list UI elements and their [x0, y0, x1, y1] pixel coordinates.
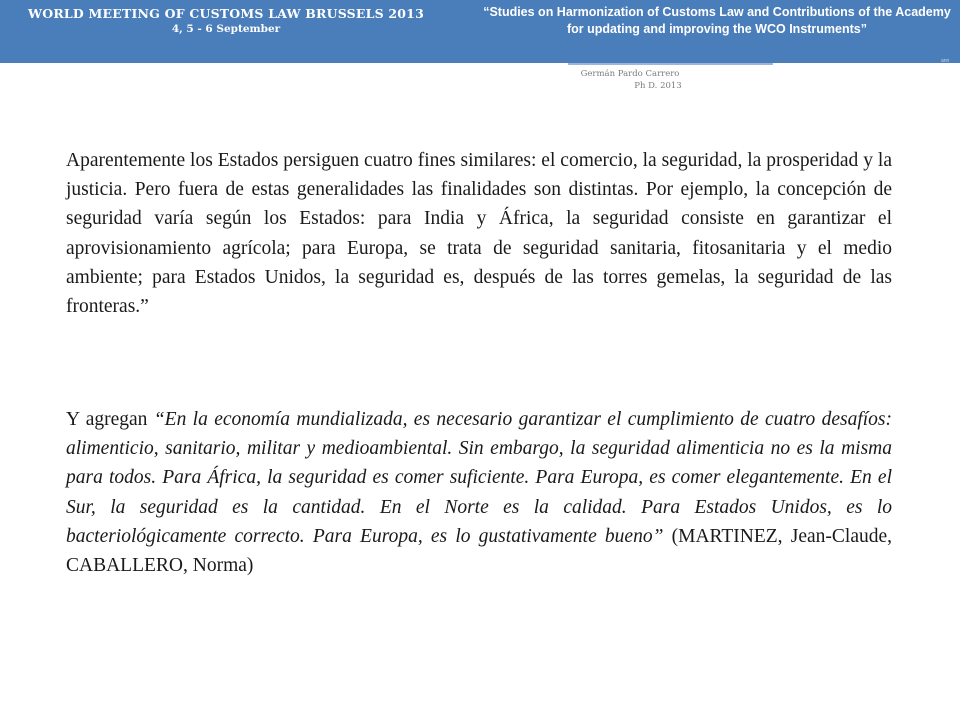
- paragraph-2-quote: “En la economía mundializada, es necesario garantizar el cumplimiento de cuatro desafíos: alimenticio, sanitario, militar y medioambiental. Sin embargo, la seguridad alimenticia no es la misma para todos. Para África, la seguridad es comer suficiente. Para Europa, es comer elegantemente. En el Sur, la seguridad es la cantidad. En el Norte es la calidad. Para Estados Unidos, es lo bacteriológicamente correcto. Para Europa, es lo gustativamente bueno”: [66, 409, 892, 547]
- event-block: [16, 6, 436, 35]
- author-name: Germán Pardo Carrero: [580, 69, 680, 79]
- header-accent-line: [568, 63, 773, 65]
- header-banner: [0, 0, 960, 63]
- author-block: [560, 68, 700, 92]
- paragraph-2-intro: Y agregan: [66, 409, 154, 430]
- body-paragraph-2: [66, 405, 892, 580]
- body-paragraph-1: Aparentemente los Estados persiguen cuatro fines similares: el comercio, la seguridad, la prosperidad y la justicia. Pero fuera de estas generalidades las finalidades son distintas. Por ejemplo, la concepción de seguridad varía según los Estados: para India y África, la seguridad consiste en garantizar el aprovisionamiento agrícola; para Europa, se trata de seguridad sanitaria, fitosanitaria y el medio ambiente; para Estados Unidos, la seguridad es, después de las torres gemelas, la seguridad de las fronteras.”: [66, 150, 892, 318]
- corner-mark: ann: [941, 58, 950, 64]
- study-title: “Studies on Harmonization of Customs Law and Contributions of the Academy for updating and improving the WCO Instruments”: [483, 5, 951, 36]
- event-dates: 4, 5 - 6 September: [171, 23, 281, 35]
- paragraph-2-citation: (MARTINEZ, Jean-Claude, CABALLERO, Norma): [66, 525, 892, 577]
- event-title: WORLD MEETING OF CUSTOMS LAW BRUSSELS 2013: [28, 6, 424, 21]
- author-degree: Ph D. 2013: [634, 81, 682, 91]
